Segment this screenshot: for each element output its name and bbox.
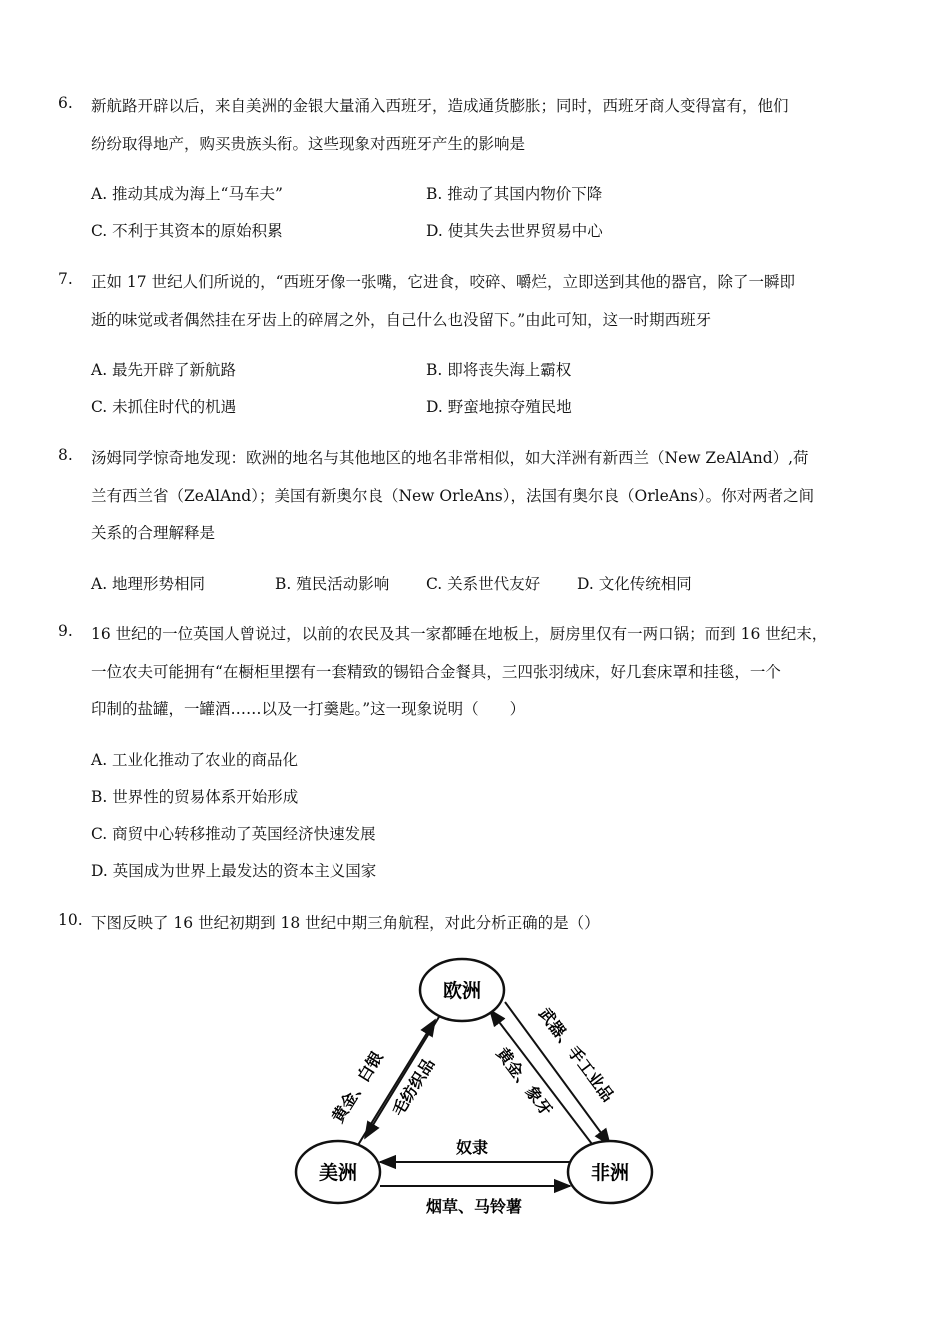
question-text-line: 关系的合理解释是 bbox=[91, 524, 216, 542]
option-d[interactable]: D. 野蛮地掠夺殖民地 bbox=[426, 398, 572, 416]
option-c[interactable]: C. 不利于其资本的原始积累 bbox=[91, 222, 283, 240]
question-text-line: 新航路开辟以后，来自美洲的金银大量涌入西班牙，造成通货膨胀；同时，西班牙商人变得富有，他们 bbox=[91, 97, 789, 115]
option-b[interactable]: B. 推动了其国内物价下降 bbox=[426, 185, 603, 203]
question-text-line: 印制的盐罐，一罐酒……以及一打羹匙。”这一现象说明（ ） bbox=[91, 700, 526, 718]
question-number: 10. bbox=[58, 911, 83, 929]
option-d[interactable]: D. 使其失去世界贸易中心 bbox=[426, 222, 603, 240]
option-c[interactable]: C. 商贸中心转移推动了英国经济快速发展 bbox=[91, 825, 376, 843]
question-text-line: 一位农夫可能拥有“在橱柜里摆有一套精致的锡铅合金餐具，三四张羽绒床，好几套床罩和挂毯，一个 bbox=[91, 663, 781, 681]
question-text-line: 16 世纪的一位英国人曾说过，以前的农民及其一家都睡在地板上，厨房里仅有一两口锅；而到 16 世纪末， bbox=[91, 625, 828, 643]
question-number: 7. bbox=[58, 270, 73, 288]
question-number: 8. bbox=[58, 446, 73, 464]
option-b[interactable]: B. 即将丧失海上霸权 bbox=[426, 361, 572, 379]
option-a[interactable]: A. 工业化推动了农业的商品化 bbox=[91, 751, 299, 769]
question-text-line: 汤姆同学惊奇地发现：欧洲的地名与其他地区的地名非常相似，如大洋洲有新西兰（New ZeAlAnd）,荷 bbox=[91, 449, 809, 467]
label-america-to-europe: 黄金、白银 bbox=[328, 1048, 387, 1127]
option-c[interactable]: C. 关系世代友好 bbox=[426, 575, 541, 593]
option-a[interactable]: A. 最先开辟了新航路 bbox=[91, 361, 237, 379]
europe-label: 欧洲 bbox=[442, 980, 482, 1002]
triangular-trade-diagram bbox=[280, 950, 680, 1230]
label-africa-to-europe: 黄金、象牙 bbox=[492, 1044, 557, 1120]
america-label: 美洲 bbox=[318, 1162, 358, 1184]
question-text-line: 纷纷取得地产，购买贵族头衔。这些现象对西班牙产生的影响是 bbox=[91, 135, 526, 153]
label-europe-to-america: 毛纺织品 bbox=[388, 1054, 439, 1120]
option-d[interactable]: D. 文化传统相同 bbox=[577, 575, 692, 593]
africa-label: 非洲 bbox=[590, 1162, 630, 1184]
option-c[interactable]: C. 未抓住时代的机遇 bbox=[91, 398, 237, 416]
label-europe-to-africa: 武器、手工业品 bbox=[535, 1004, 618, 1106]
option-b[interactable]: B. 世界性的贸易体系开始形成 bbox=[91, 788, 299, 806]
arrow-africa-to-europe bbox=[490, 1010, 595, 1148]
question-text-line: 正如 17 世纪人们所说的，“西班牙像一张嘴，它进食，咬碎、嚼烂，立即送到其他的器官，除了一瞬即 bbox=[91, 273, 796, 291]
option-a[interactable]: A. 推动其成为海上“马车夫” bbox=[91, 185, 283, 203]
option-a[interactable]: A. 地理形势相同 bbox=[91, 575, 206, 593]
question-text-line: 兰有西兰省（ZeAlAnd）；美国有新奥尔良（New OrleAns），法国有奥尔良（OrleAns）。你对两者之间 bbox=[91, 487, 815, 505]
question-text-line: 逝的味觉或者偶然挂在牙齿上的碎屑之外，自己什么也没留下。”由此可知，这一时期西班牙 bbox=[91, 311, 712, 329]
label-africa-to-america: 奴隶 bbox=[455, 1138, 489, 1157]
label-america-to-africa: 烟草、马铃薯 bbox=[425, 1197, 523, 1216]
question-number: 9. bbox=[58, 622, 73, 640]
option-b[interactable]: B. 殖民活动影响 bbox=[275, 575, 390, 593]
option-d[interactable]: D. 英国成为世界上最发达的资本主义国家 bbox=[91, 862, 377, 880]
question-text-line: 下图反映了 16 世纪初期到 18 世纪中期三角航程，对此分析正确的是（） bbox=[91, 914, 600, 932]
question-number: 6. bbox=[58, 94, 73, 112]
